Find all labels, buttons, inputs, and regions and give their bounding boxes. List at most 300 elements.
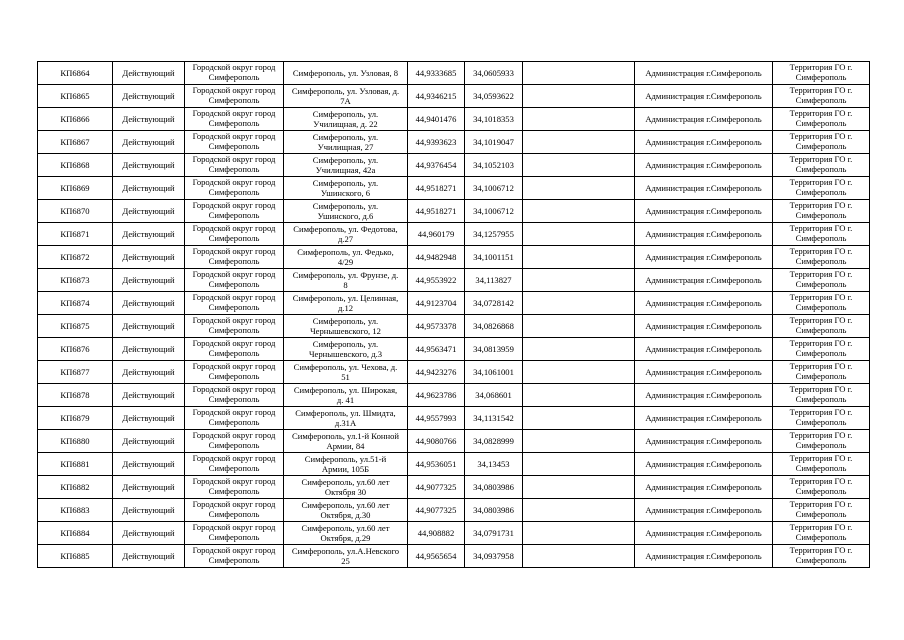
cell-address (284, 522, 408, 545)
cell-address-line: 51 (341, 372, 350, 382)
cell-status: Действующий (113, 361, 185, 384)
cell-organization (185, 131, 284, 154)
cell-organization-line: Симферополь (208, 164, 260, 174)
cell-status: Действующий (113, 476, 185, 499)
cell-administration: Администрация г.Симферополь (635, 177, 773, 200)
cell-territory-line: Симферополь (795, 95, 847, 105)
cell-longitude: 34,0826868 (465, 315, 523, 338)
cell-territory (773, 108, 870, 131)
table-row (38, 338, 870, 361)
cell-empty (523, 154, 635, 177)
cell-organization (185, 108, 284, 131)
cell-organization-line: Симферополь (208, 72, 260, 82)
cell-organization (185, 338, 284, 361)
cell-longitude: 34,068601 (465, 384, 523, 407)
cell-territory (773, 62, 870, 85)
cell-longitude: 34,0803986 (465, 476, 523, 499)
cell-status: Действующий (113, 154, 185, 177)
cell-longitude: 34,0791731 (465, 522, 523, 545)
cell-territory (773, 269, 870, 292)
cell-organization-line: Городской округ город (192, 269, 276, 279)
cell-territory-line: Симферополь (795, 394, 847, 404)
cell-territory-line: Территория ГО г. (789, 223, 853, 233)
cell-territory (773, 545, 870, 568)
cell-address (284, 223, 408, 246)
cell-administration: Администрация г.Симферополь (635, 315, 773, 338)
cell-status: Действующий (113, 407, 185, 430)
table-row (38, 154, 870, 177)
cell-administration: Администрация г.Симферополь (635, 223, 773, 246)
cell-territory-line: Симферополь (795, 555, 847, 565)
cell-id: КП6867 (38, 131, 113, 154)
table-row (38, 131, 870, 154)
cell-organization-line: Городской округ город (192, 62, 276, 72)
cell-territory-line: Симферополь (795, 118, 847, 128)
cell-address (284, 177, 408, 200)
cell-territory-line: Территория ГО г. (789, 361, 853, 371)
cell-organization-line: Симферополь (208, 532, 260, 542)
cell-address-line: Ушинского, 6 (320, 188, 371, 198)
cell-id: КП6881 (38, 453, 113, 476)
cell-address (284, 246, 408, 269)
cell-territory (773, 85, 870, 108)
cell-latitude: 44,9333685 (408, 62, 465, 85)
cell-administration: Администрация г.Симферополь (635, 131, 773, 154)
table-row (38, 522, 870, 545)
table-row (38, 62, 870, 85)
cell-territory-line: Симферополь (795, 325, 847, 335)
cell-territory (773, 522, 870, 545)
cell-longitude: 34,0813959 (465, 338, 523, 361)
cell-address-line: Симферополь, ул. (312, 155, 379, 165)
cell-territory-line: Территория ГО г. (789, 246, 853, 256)
cell-address-line: Училищная, 27 (317, 142, 374, 152)
cell-address-line: Армии, 84 (326, 441, 365, 451)
cell-administration: Администрация г.Симферополь (635, 246, 773, 269)
cell-address-line: д.31А (334, 418, 357, 428)
cell-status: Действующий (113, 223, 185, 246)
cell-longitude: 34,0937958 (465, 545, 523, 568)
cell-organization (185, 223, 284, 246)
cell-territory-line: Симферополь (795, 72, 847, 82)
cell-administration: Администрация г.Симферополь (635, 62, 773, 85)
cell-territory-line: Территория ГО г. (789, 62, 853, 72)
cell-id: КП6885 (38, 545, 113, 568)
cell-address-line: Симферополь, ул.60 лет (301, 500, 390, 510)
cell-status: Действующий (113, 384, 185, 407)
cell-address-line: Симферополь, ул. Чехова, д. (293, 362, 398, 372)
cell-territory (773, 476, 870, 499)
cell-organization-line: Симферополь (208, 187, 260, 197)
cell-organization (185, 407, 284, 430)
cell-organization-line: Городской округ город (192, 453, 276, 463)
cell-latitude: 44,9482948 (408, 246, 465, 269)
cell-address-line: Октября, д.29 (320, 533, 371, 543)
cell-organization-line: Городской округ город (192, 177, 276, 187)
cell-administration: Администрация г.Симферополь (635, 407, 773, 430)
cell-status: Действующий (113, 85, 185, 108)
cell-territory (773, 177, 870, 200)
cell-territory-line: Симферополь (795, 486, 847, 496)
cell-address-line: Симферополь, ул. Целинная, (292, 293, 399, 303)
cell-latitude: 44,9565654 (408, 545, 465, 568)
cell-latitude: 44,9536051 (408, 453, 465, 476)
cell-organization (185, 177, 284, 200)
cell-address (284, 269, 408, 292)
cell-territory-line: Территория ГО г. (789, 407, 853, 417)
cell-organization-line: Симферополь (208, 325, 260, 335)
cell-id: КП6880 (38, 430, 113, 453)
table-row (38, 384, 870, 407)
cell-organization-line: Городской округ город (192, 315, 276, 325)
cell-administration: Администрация г.Симферополь (635, 269, 773, 292)
cell-id: КП6877 (38, 361, 113, 384)
cell-territory (773, 200, 870, 223)
cell-organization-line: Симферополь (208, 417, 260, 427)
cell-latitude: 44,9518271 (408, 200, 465, 223)
cell-id: КП6878 (38, 384, 113, 407)
cell-territory-line: Симферополь (795, 256, 847, 266)
cell-address-line: Армии, 105Б (321, 464, 370, 474)
table-row (38, 269, 870, 292)
cell-status: Действующий (113, 269, 185, 292)
cell-latitude: 44,9376454 (408, 154, 465, 177)
cell-address-line: Симферополь, ул. Федотова, (293, 224, 398, 234)
cell-latitude: 44,9346215 (408, 85, 465, 108)
cell-empty (523, 338, 635, 361)
cell-empty (523, 384, 635, 407)
cell-status: Действующий (113, 453, 185, 476)
table-row (38, 292, 870, 315)
cell-organization-line: Симферополь (208, 509, 260, 519)
cell-address (284, 154, 408, 177)
cell-administration: Администрация г.Симферополь (635, 430, 773, 453)
cell-territory-line: Симферополь (795, 348, 847, 358)
cell-empty (523, 315, 635, 338)
cell-organization-line: Симферополь (208, 394, 260, 404)
cell-address-line: Симферополь, ул. (312, 109, 379, 119)
cell-latitude: 44,9080766 (408, 430, 465, 453)
cell-address (284, 499, 408, 522)
cell-empty (523, 361, 635, 384)
cell-administration: Администрация г.Симферополь (635, 453, 773, 476)
cell-latitude: 44,908882 (408, 522, 465, 545)
cell-latitude: 44,9623786 (408, 384, 465, 407)
cell-empty (523, 476, 635, 499)
cell-longitude: 34,0593622 (465, 85, 523, 108)
cell-id: КП6869 (38, 177, 113, 200)
cell-address-line: Симферополь, ул.51-й (304, 454, 387, 464)
cell-longitude: 34,0828999 (465, 430, 523, 453)
cell-id: КП6868 (38, 154, 113, 177)
cell-address-line: Симферополь, ул. (312, 339, 379, 349)
cell-address (284, 430, 408, 453)
table-row (38, 85, 870, 108)
cell-territory-line: Симферополь (795, 233, 847, 243)
cell-id: КП6875 (38, 315, 113, 338)
cell-latitude: 44,9553922 (408, 269, 465, 292)
cell-address-line: 4/29 (337, 257, 354, 267)
cell-organization-line: Городской округ город (192, 476, 276, 486)
cell-territory (773, 384, 870, 407)
cell-territory-line: Территория ГО г. (789, 338, 853, 348)
cell-administration: Администрация г.Симферополь (635, 154, 773, 177)
cell-territory-line: Территория ГО г. (789, 430, 853, 440)
cell-territory (773, 154, 870, 177)
cell-status: Действующий (113, 292, 185, 315)
cell-organization-line: Симферополь (208, 463, 260, 473)
cell-status: Действующий (113, 499, 185, 522)
cell-territory (773, 315, 870, 338)
cell-status: Действующий (113, 62, 185, 85)
cell-address (284, 131, 408, 154)
cell-administration: Администрация г.Симферополь (635, 476, 773, 499)
cell-longitude: 34,1052103 (465, 154, 523, 177)
table-row (38, 246, 870, 269)
cell-organization-line: Городской округ город (192, 200, 276, 210)
cell-empty (523, 200, 635, 223)
cell-organization (185, 85, 284, 108)
cell-empty (523, 407, 635, 430)
cell-organization-line: Симферополь (208, 555, 260, 565)
cell-territory (773, 292, 870, 315)
cell-territory-line: Территория ГО г. (789, 292, 853, 302)
cell-empty (523, 453, 635, 476)
cell-organization-line: Городской округ город (192, 292, 276, 302)
cell-territory-line: Территория ГО г. (789, 154, 853, 164)
cell-organization (185, 292, 284, 315)
cell-address-line: д.27 (337, 234, 354, 244)
cell-id: КП6872 (38, 246, 113, 269)
cell-territory-line: Территория ГО г. (789, 108, 853, 118)
cell-territory-line: Территория ГО г. (789, 384, 853, 394)
cell-organization (185, 499, 284, 522)
cell-organization-line: Городской округ город (192, 430, 276, 440)
cell-organization-line: Симферополь (208, 371, 260, 381)
cell-organization-line: Симферополь (208, 141, 260, 151)
cell-address (284, 62, 408, 85)
cell-territory-line: Симферополь (795, 279, 847, 289)
cell-id: КП6865 (38, 85, 113, 108)
table-row (38, 545, 870, 568)
cell-longitude: 34,0728142 (465, 292, 523, 315)
cell-territory-line: Территория ГО г. (789, 499, 853, 509)
cell-address-line: Чернышевского, 12 (310, 326, 381, 336)
cell-address (284, 338, 408, 361)
cell-address-line: Ушинского, д.6 (317, 211, 374, 221)
cell-address-line: Симферополь, ул. Широкая, (293, 385, 398, 395)
cell-address-line: Октября 30 (324, 487, 367, 497)
cell-id: КП6866 (38, 108, 113, 131)
cell-empty (523, 430, 635, 453)
table-row (38, 315, 870, 338)
cell-territory (773, 131, 870, 154)
cell-address (284, 361, 408, 384)
cell-administration: Администрация г.Симферополь (635, 499, 773, 522)
cell-address (284, 200, 408, 223)
cell-administration: Администрация г.Симферополь (635, 338, 773, 361)
cell-status: Действующий (113, 177, 185, 200)
cell-longitude: 34,1001151 (465, 246, 523, 269)
cell-status: Действующий (113, 338, 185, 361)
cell-empty (523, 85, 635, 108)
table-row (38, 407, 870, 430)
cell-territory-line: Территория ГО г. (789, 522, 853, 532)
cell-longitude: 34,1018353 (465, 108, 523, 131)
cell-address-line: Симферополь, ул. Фрунзе, д. (292, 270, 399, 280)
cell-organization-line: Городской округ город (192, 545, 276, 555)
cell-organization-line: Симферополь (208, 348, 260, 358)
cell-territory-line: Симферополь (795, 371, 847, 381)
cell-organization (185, 269, 284, 292)
cell-status: Действующий (113, 545, 185, 568)
cell-territory-line: Симферополь (795, 417, 847, 427)
cell-address (284, 85, 408, 108)
cell-organization-line: Симферополь (208, 118, 260, 128)
cell-empty (523, 246, 635, 269)
cell-organization-line: Симферополь (208, 95, 260, 105)
registry-table (37, 61, 870, 568)
cell-administration: Администрация г.Симферополь (635, 522, 773, 545)
cell-administration: Администрация г.Симферополь (635, 200, 773, 223)
cell-latitude: 44,9557993 (408, 407, 465, 430)
cell-longitude: 34,1131542 (465, 407, 523, 430)
cell-organization-line: Симферополь (208, 279, 260, 289)
cell-territory-line: Симферополь (795, 187, 847, 197)
cell-address (284, 292, 408, 315)
cell-organization-line: Городской округ город (192, 361, 276, 371)
cell-organization-line: Городской округ город (192, 407, 276, 417)
cell-empty (523, 292, 635, 315)
cell-organization-line: Городской округ город (192, 246, 276, 256)
cell-organization (185, 384, 284, 407)
cell-territory-line: Симферополь (795, 302, 847, 312)
table-row (38, 177, 870, 200)
cell-latitude: 44,9393623 (408, 131, 465, 154)
cell-territory (773, 499, 870, 522)
cell-address-line: Училищная, д. 22 (313, 119, 378, 129)
cell-organization (185, 430, 284, 453)
cell-id: КП6864 (38, 62, 113, 85)
cell-status: Действующий (113, 246, 185, 269)
cell-id: КП6874 (38, 292, 113, 315)
cell-administration: Администрация г.Симферополь (635, 85, 773, 108)
cell-organization (185, 315, 284, 338)
cell-organization-line: Городской округ город (192, 131, 276, 141)
cell-administration: Администрация г.Симферополь (635, 108, 773, 131)
table-row (38, 223, 870, 246)
cell-latitude: 44,9401476 (408, 108, 465, 131)
cell-territory-line: Территория ГО г. (789, 200, 853, 210)
cell-address-line: Чернышевского, д.3 (308, 349, 383, 359)
table-row (38, 200, 870, 223)
cell-status: Действующий (113, 131, 185, 154)
cell-address (284, 407, 408, 430)
cell-organization (185, 522, 284, 545)
cell-latitude: 44,9573378 (408, 315, 465, 338)
cell-latitude: 44,960179 (408, 223, 465, 246)
cell-status: Действующий (113, 200, 185, 223)
cell-longitude: 34,1019047 (465, 131, 523, 154)
cell-latitude: 44,9077325 (408, 499, 465, 522)
cell-id: КП6879 (38, 407, 113, 430)
cell-longitude: 34,1006712 (465, 200, 523, 223)
cell-territory (773, 430, 870, 453)
table-row (38, 453, 870, 476)
cell-organization-line: Городской округ город (192, 338, 276, 348)
cell-empty (523, 522, 635, 545)
cell-territory-line: Симферополь (795, 532, 847, 542)
cell-organization-line: Симферополь (208, 302, 260, 312)
cell-id: КП6873 (38, 269, 113, 292)
cell-organization (185, 246, 284, 269)
cell-address-line: Училищная, 42а (315, 165, 376, 175)
cell-address-line: Октября, д.30 (320, 510, 371, 520)
cell-id: КП6871 (38, 223, 113, 246)
cell-territory-line: Территория ГО г. (789, 476, 853, 486)
cell-organization-line: Городской округ город (192, 499, 276, 509)
cell-territory (773, 223, 870, 246)
cell-longitude: 34,0803986 (465, 499, 523, 522)
cell-administration: Администрация г.Симферополь (635, 361, 773, 384)
cell-organization-line: Городской округ город (192, 108, 276, 118)
table-row (38, 430, 870, 453)
cell-organization (185, 62, 284, 85)
cell-territory-line: Территория ГО г. (789, 315, 853, 325)
cell-territory (773, 246, 870, 269)
cell-territory (773, 453, 870, 476)
cell-address-line: Симферополь, ул. Узловая, 8 (292, 68, 399, 78)
cell-address-line: Симферополь, ул.60 лет (301, 477, 390, 487)
cell-address-line: Симферополь, ул.1-й Конной (292, 431, 399, 441)
cell-latitude: 44,9518271 (408, 177, 465, 200)
cell-status: Действующий (113, 315, 185, 338)
cell-address-line: 8 (343, 280, 348, 290)
cell-territory (773, 361, 870, 384)
cell-empty (523, 108, 635, 131)
cell-territory-line: Территория ГО г. (789, 177, 853, 187)
cell-empty (523, 62, 635, 85)
cell-status: Действующий (113, 430, 185, 453)
cell-address-line: Симферополь, ул.А.Невского (291, 546, 400, 556)
cell-territory (773, 338, 870, 361)
cell-organization-line: Симферополь (208, 233, 260, 243)
cell-longitude: 34,0605933 (465, 62, 523, 85)
cell-id: КП6882 (38, 476, 113, 499)
table-row (38, 108, 870, 131)
cell-administration: Администрация г.Симферополь (635, 545, 773, 568)
cell-status: Действующий (113, 108, 185, 131)
cell-address (284, 476, 408, 499)
cell-status: Действующий (113, 522, 185, 545)
cell-organization-line: Симферополь (208, 440, 260, 450)
cell-id: КП6883 (38, 499, 113, 522)
cell-address-line: Симферополь, ул. Узловая, д. (291, 86, 400, 96)
cell-longitude: 34,13453 (465, 453, 523, 476)
cell-address-line: 7А (340, 96, 351, 106)
cell-territory-line: Симферополь (795, 440, 847, 450)
cell-address-line: Симферополь, ул. (312, 178, 379, 188)
cell-empty (523, 269, 635, 292)
cell-address-line: Симферополь, ул. (312, 132, 379, 142)
cell-address-line: Симферополь, ул.60 лет (301, 523, 390, 533)
cell-longitude: 34,1061001 (465, 361, 523, 384)
cell-organization (185, 545, 284, 568)
cell-latitude: 44,9423276 (408, 361, 465, 384)
table-row (38, 361, 870, 384)
cell-address-line: Симферополь, ул. Федько, (297, 247, 394, 257)
cell-id: КП6884 (38, 522, 113, 545)
